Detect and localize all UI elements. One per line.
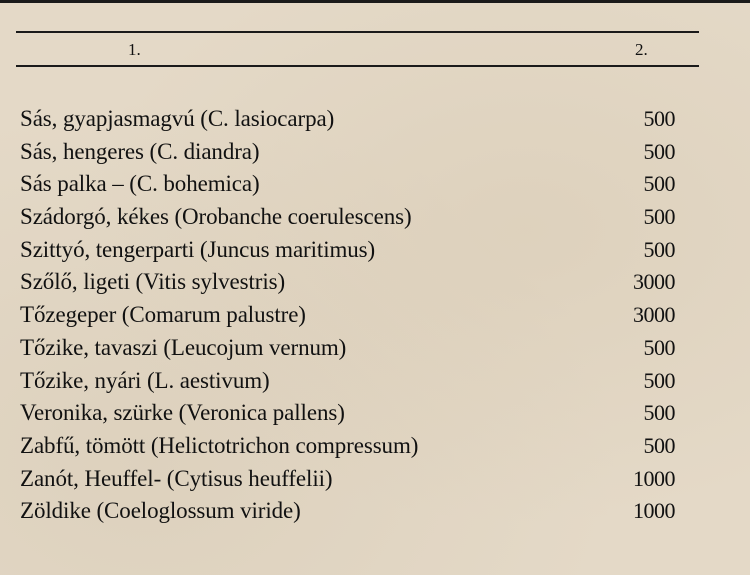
column-header-2: 2. xyxy=(635,40,648,59)
species-value: 3000 xyxy=(633,302,675,328)
species-name: Tőzike, tavaszi (Leucojum vernum) xyxy=(20,334,347,360)
table-row xyxy=(20,104,675,137)
species-value: 500 xyxy=(643,400,675,426)
table-row xyxy=(20,235,675,268)
species-name: Sás palka – (C. bohemica) xyxy=(20,171,260,197)
species-value: 500 xyxy=(643,138,675,164)
species-value: 500 xyxy=(643,334,675,360)
species-name: Szádorgó, kékes (Orobanche coerulescens) xyxy=(20,204,412,230)
species-name: Zöldike (Coeloglossum viride) xyxy=(20,498,301,524)
table-row xyxy=(20,496,675,529)
header-bottom-rule xyxy=(16,65,699,67)
species-name: Tőzegeper (Comarum palustre) xyxy=(20,302,306,328)
species-value: 500 xyxy=(643,236,675,262)
species-value: 3000 xyxy=(633,269,675,295)
species-name: Tőzike, nyári (L. aestivum) xyxy=(20,367,270,393)
species-name: Sás, hengeres (C. diandra) xyxy=(20,138,260,164)
table-row xyxy=(20,300,675,333)
table-row xyxy=(20,398,675,431)
species-name: Szittyó, tengerparti (Juncus maritimus) xyxy=(20,236,376,262)
species-value: 500 xyxy=(643,106,675,131)
species-value: 500 xyxy=(643,367,675,393)
species-name: Veronika, szürke (Veronica pallens) xyxy=(20,400,345,426)
table-row xyxy=(20,366,675,399)
species-name: Szőlő, ligeti (Vitis sylvestris) xyxy=(20,269,286,295)
header-top-rule xyxy=(16,31,699,33)
species-value: 1000 xyxy=(633,498,675,524)
table-row xyxy=(20,333,675,366)
table-row xyxy=(20,431,675,464)
species-value: 500 xyxy=(643,432,675,458)
species-table xyxy=(20,104,675,529)
top-rule xyxy=(0,0,750,3)
table-row xyxy=(20,464,675,497)
table-row xyxy=(20,137,675,170)
table-row xyxy=(20,169,675,202)
species-value: 500 xyxy=(643,171,675,197)
table-row xyxy=(20,267,675,300)
table-row xyxy=(20,202,675,235)
species-name: Zanót, Heuffel- (Cytisus heuffelii) xyxy=(20,465,333,491)
species-name: Zabfű, tömött (Helictotrichon compressum) xyxy=(20,432,419,458)
column-header-1: 1. xyxy=(128,40,141,59)
species-value: 500 xyxy=(643,204,675,230)
species-name: Sás, gyapjasmagvú (C. lasiocarpa) xyxy=(20,106,335,131)
species-value: 1000 xyxy=(633,465,675,491)
